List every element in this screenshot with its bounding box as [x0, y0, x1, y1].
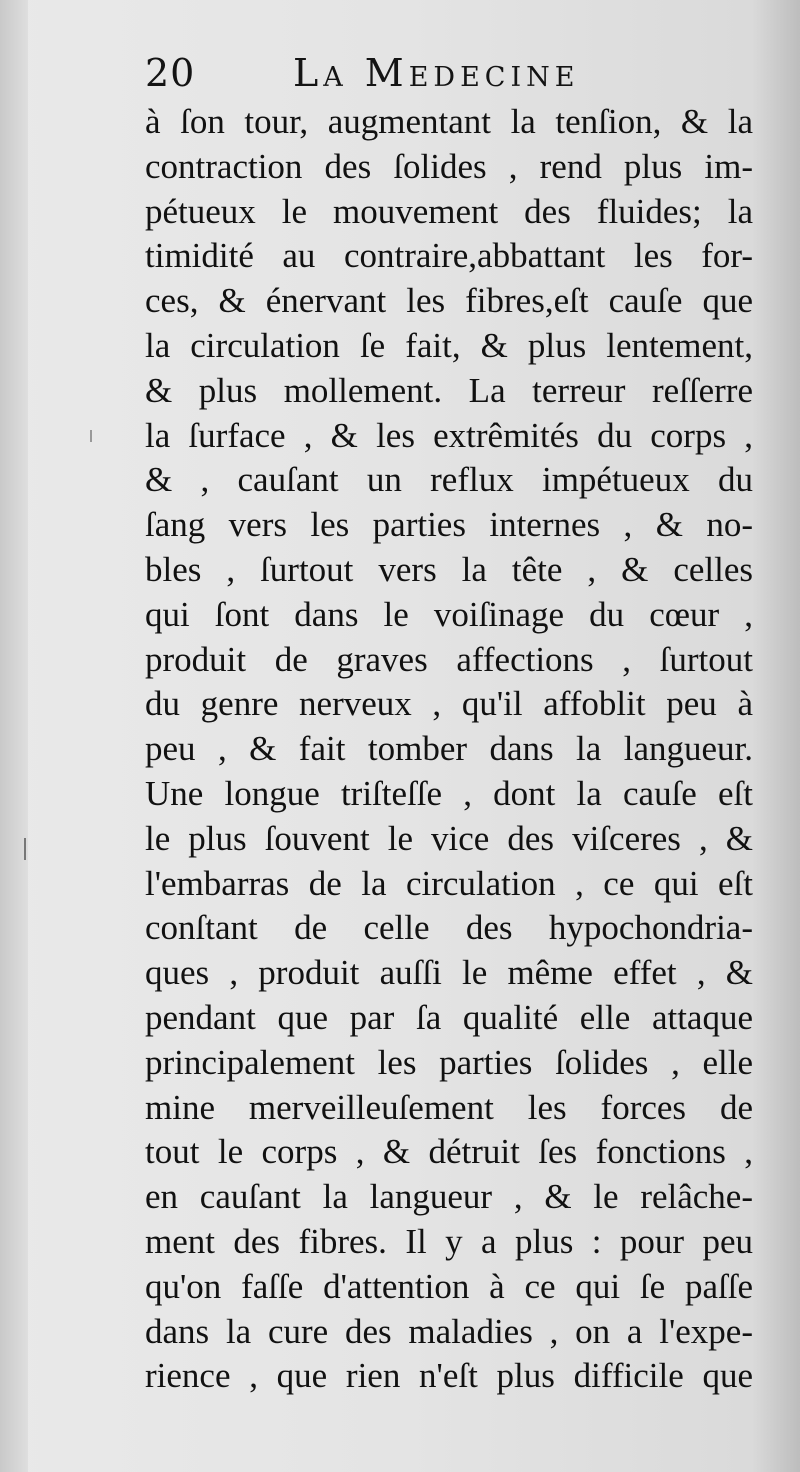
text-line: pendant que par ſa qualité elle attaque: [145, 997, 753, 1037]
text-line: qu'on faſſe d'attention à ce qui ſe paſſe: [145, 1266, 753, 1306]
text-line: la ſurface , & les extrêmités du corps ,: [145, 415, 753, 455]
text-line: qui ſont dans le voiſinage du cœur ,: [145, 594, 753, 634]
text-line: pétueux le mouvement des fluides; la: [145, 191, 753, 231]
text-line: la circulation ſe fait, & plus lentement,: [145, 325, 753, 365]
text-line: ment des fibres. Il y a plus : pour peu: [145, 1221, 753, 1261]
text-line: à ſon tour, augmentant la tenſion, & la: [145, 102, 753, 141]
text-line: le plus ſouvent le vice des viſceres , &: [145, 818, 753, 858]
text-line: timidité au contraire,abbattant les for-: [145, 236, 753, 276]
text-line: peu , & fait tomber dans la langueur.: [145, 729, 753, 769]
margin-mark: [24, 838, 26, 860]
text-line: mine merveilleuſement les forces de: [145, 1087, 753, 1127]
text-line: & plus mollement. La terreur reſſerre: [145, 370, 753, 410]
body-text: [145, 100, 753, 1399]
text-line: & , cauſant un reflux impétueux du: [145, 460, 753, 500]
text-line: principalement les parties ſolides , elle: [145, 1042, 753, 1082]
text-line: produit de graves affections , ſurtout: [145, 639, 753, 679]
text-line: dans la cure des maladies , on a l'expe-: [145, 1311, 753, 1351]
text-line: Une longue triſteſſe , dont la cauſe eſt: [145, 773, 753, 813]
running-head: La Medecine: [293, 51, 580, 95]
page-header: [145, 44, 625, 102]
margin-mark: [90, 430, 92, 442]
text-line: du genre nerveux , qu'il affoblit peu à: [145, 684, 753, 724]
page-number: 20: [145, 51, 196, 95]
text-line: bles , ſurtout vers la tête , & celles: [145, 549, 753, 589]
text-line: en cauſant la langueur , & le relâche-: [145, 1177, 753, 1217]
text-line: contraction des ſolides , rend plus im-: [145, 146, 753, 186]
text-line: conſtant de celle des hypochondria-: [145, 908, 753, 948]
text-line: ces, & énervant les fibres,eſt cauſe que: [145, 281, 753, 321]
text-line: ques , produit auſſi le même effet , &: [145, 953, 753, 993]
text-line: rience , que rien n'eſt plus difficile que: [145, 1356, 753, 1396]
page-gutter: [0, 0, 28, 1472]
text-line: l'embarras de la circulation , ce qui eſt: [145, 863, 753, 903]
text-line: ſang vers les parties internes , & no-: [145, 505, 753, 545]
text-line: tout le corps , & détruit ſes fonctions ,: [145, 1132, 753, 1172]
